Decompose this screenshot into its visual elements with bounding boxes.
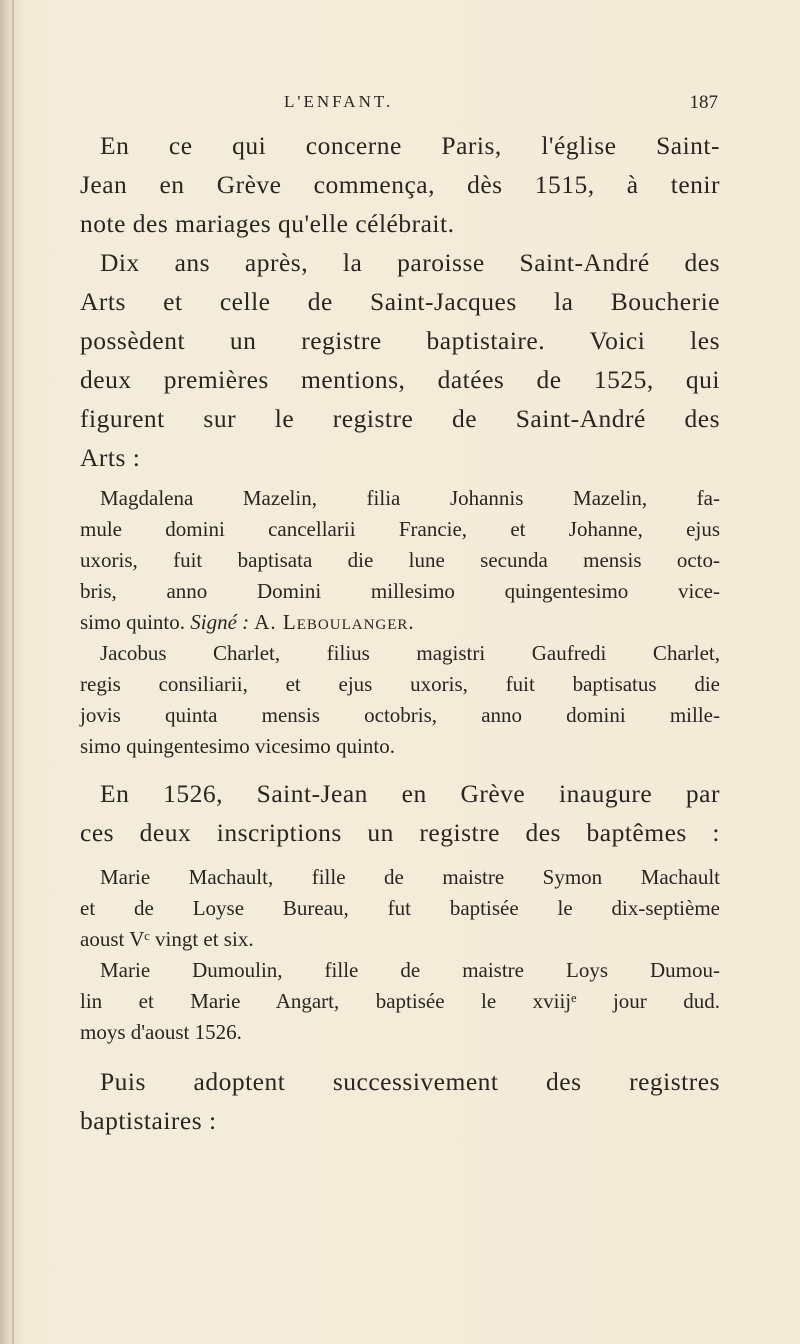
text-line: simo quingentesimo vicesimo quinto. — [80, 734, 395, 758]
text-line: Puis adoptent successivement des registres — [100, 1067, 720, 1096]
paragraph-2 — [80, 243, 720, 477]
signature-line — [80, 607, 720, 638]
text-line: bris, anno Domini millesimo quingentesimo vice- — [80, 579, 720, 603]
text-line: Jean en Grève commença, dès 1515, à tenir — [80, 170, 720, 199]
text-line: Arts : — [80, 443, 141, 472]
text-line: Marie Dumoulin, fille de maistre Loys Dumou- — [100, 958, 720, 982]
text-line: moys d'aoust 1526. — [80, 1020, 242, 1044]
page-header — [80, 92, 720, 116]
text-line: aoust Vᶜ vingt et six. — [80, 927, 254, 951]
paragraph-4 — [80, 1062, 720, 1140]
baptism-record-charlet — [80, 638, 720, 762]
text-line: regis consiliarii, et ejus uxoris, fuit baptisatus die — [80, 672, 720, 696]
text-line: Jacobus Charlet, filius magistri Gaufredi Charlet, — [100, 641, 720, 665]
page-number: 187 — [689, 92, 718, 113]
text-line: En 1526, Saint-Jean en Grève inaugure par — [100, 779, 720, 808]
text-line: Marie Machault, fille de maistre Symon Machault — [100, 865, 720, 889]
text-line: uxoris, fuit baptisata die lune secunda mensis octo- — [80, 548, 720, 572]
text-line: figurent sur le registre de Saint-André des — [80, 404, 720, 433]
text-line: baptistaires : — [80, 1106, 217, 1135]
text-line: ces deux inscriptions un registre des baptêmes : — [80, 818, 720, 847]
text-line: Arts et celle de Saint-Jacques la Boucherie — [80, 287, 720, 316]
signatory-name: A. Leboulanger. — [249, 610, 415, 634]
running-head: L'ENFANT. — [284, 92, 394, 111]
paragraph-1 — [80, 126, 720, 243]
text-line: Dix ans après, la paroisse Saint-André des — [100, 248, 720, 277]
text-line: En ce qui concerne Paris, l'église Saint- — [100, 131, 720, 160]
paragraph-3 — [80, 774, 720, 852]
page-gutter-shadow — [12, 0, 14, 1344]
text-line: mule domini cancellarii Francie, et Johanne, ejus — [80, 517, 720, 541]
text-line: note des mariages qu'elle célébrait. — [80, 209, 455, 238]
text-line: lin et Marie Angart, baptisée le xviijᵉ jour dud. — [80, 989, 720, 1013]
text-line: possèdent un registre baptistaire. Voici les — [80, 326, 720, 355]
text-line: et de Loyse Bureau, fut baptisée le dix-septième — [80, 896, 720, 920]
text-line: deux premières mentions, datées de 1525, qui — [80, 365, 720, 394]
page-body — [80, 126, 720, 1140]
text-fragment: simo quinto. — [80, 610, 191, 634]
signed-label: Signé : — [190, 610, 250, 634]
baptism-record-dumoulin — [80, 955, 720, 1048]
text-line: Magdalena Mazelin, filia Johannis Mazelin, fa- — [100, 486, 720, 510]
text-line: jovis quinta mensis octobris, anno domini mille- — [80, 703, 720, 727]
baptism-record-machault — [80, 862, 720, 955]
baptism-record-mazelin — [80, 483, 720, 638]
